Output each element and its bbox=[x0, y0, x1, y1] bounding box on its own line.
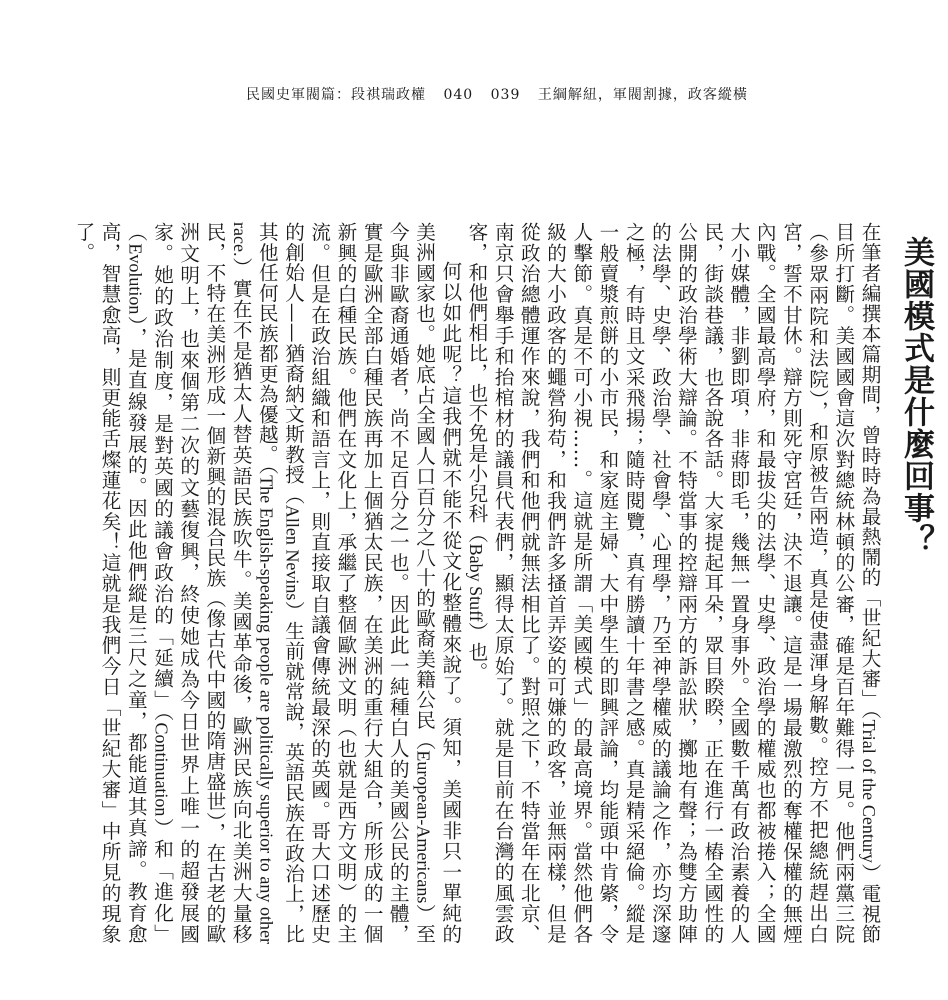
chapter-title: 王綱解紐，軍閥割據，政客縱橫 bbox=[537, 87, 748, 103]
english-term: Baby Stuff bbox=[465, 543, 486, 622]
text-run: ）也。 bbox=[464, 621, 488, 683]
english-quote: The English-speaking people are politically superior to any other race. bbox=[230, 222, 277, 944]
article-title: 美國模式是什麼回事？ bbox=[898, 236, 934, 556]
english-term: European-Americans bbox=[413, 750, 434, 904]
text-run: ）實在不是猶太人替英語民族吹牛。美國革命後，歐洲民族向北美洲大量移民，不特在美洲形成一個新興的混合民族（像古代中國的隋唐盛世），在古老的歐洲文明上，也來個第二次的文藝復興，終使她成為今日世界上唯一的超發展國家。她的政治制度，是對英國的議會政治的「延續」（ bbox=[150, 222, 253, 944]
english-term: Continuation bbox=[151, 722, 172, 817]
paragraph-2 bbox=[70, 222, 463, 944]
text-run: 在筆者編撰本篇期間，曾時時為最熱鬧的「世紀大審」（ bbox=[858, 222, 881, 720]
page-number-right: 039 bbox=[490, 87, 521, 103]
paragraph-1 bbox=[463, 222, 882, 944]
page-number-left: 040 bbox=[443, 87, 474, 103]
text-run: ）至今與非歐裔通婚者，尚不足百分之一也。因此此一純種白人的美國公民的主體，實是歐洲全部白種民族再加上個猶太民族，在美洲的重行大組合，所形成的一個新興的白種民族。他們在文化上，承繼了整個歐洲文明（也就是西方文明）的主流。但是在政治組織和語言上，則直接取自議會傳統最深的英國。哥大口述歷史的創始人——猶裔納文斯教授（ bbox=[281, 222, 436, 944]
text-run: ）和「進化」（ bbox=[124, 222, 174, 944]
text-run: 何以如此呢？這我們就不能不從文化整體來說了。須知，美國非只一單純的美洲國家也。她底占全國人口百分之八十的歐裔美籍公民（ bbox=[412, 222, 462, 944]
running-head bbox=[240, 84, 748, 104]
text-run: ），是直線發展的。因此他們縱是三尺之童，都能道其真諦。教育愈高，智慧愈高，則更能舌燦蓮花矣！這就是我們今日「世紀大審」中所見的現象了。 bbox=[71, 222, 148, 944]
text-run: ）電視節目所打斷。美國國會這次對總統林頓的公審，確是百年難得一見。他們兩黨三院（參眾兩院和法院），和原被告兩造，真是使盡渾身解數。控方不把總統趕出白宮，誓不甘休。辯方則死守宮廷，決不退讓。這是一場最激烈的奪權保權的無煙內戰。全國最高學府，和最拔尖的法學、史學、政治學的權威也都被捲入；全國大小媒體，非劉即項，非蔣即毛，幾無一置身事外。全國數千萬有政治素養的人民，街談巷議，也各說各話。大家提起耳朵，眾目睽睽，正在進行一樁全國性的公開的政治學術大辯論。不特當事的控辯兩方的訴訟狀，擲地有聲；為雙方助陣的法學、史學、政治學、社會學、心理學，乃至神學權威的議論之作，亦均深邃之極，有時且文采飛揚；隨時閱覽，真有勝讀十年書之感。真是精采絕倫。縱是一般賣漿煎餅的小市民，和家庭主婦、大中學生的即興評論，均能頭中肯綮，令人擊節。真是不可小視……。這就是所謂「美國模式」的最高境界。當然他們各級的大小政客的蠅營狗苟，和我們許多搔首弄姿的可嫌的政客，並無兩樣，但是從政治總體運作來說，我們和他們就無法相比了。對照之下，不特當年在北京、南京只會舉手和抬棺材的議員代表們，顯得太原始了。就是目前在台灣的風雲政客，和他們相比，也不免是小兒科（ bbox=[464, 222, 881, 944]
english-term: Allen Nevins bbox=[282, 504, 303, 601]
english-term: Evolution bbox=[125, 243, 146, 315]
english-term: Trial of the Century bbox=[859, 719, 879, 863]
article-body bbox=[12, 222, 882, 944]
book-title: 民國史軍閥篇：段祺瑞政權 bbox=[246, 87, 426, 103]
text-run: ）生前就常說，英語民族在政治上，比其他任何民族都更為優越。（ bbox=[255, 222, 305, 944]
